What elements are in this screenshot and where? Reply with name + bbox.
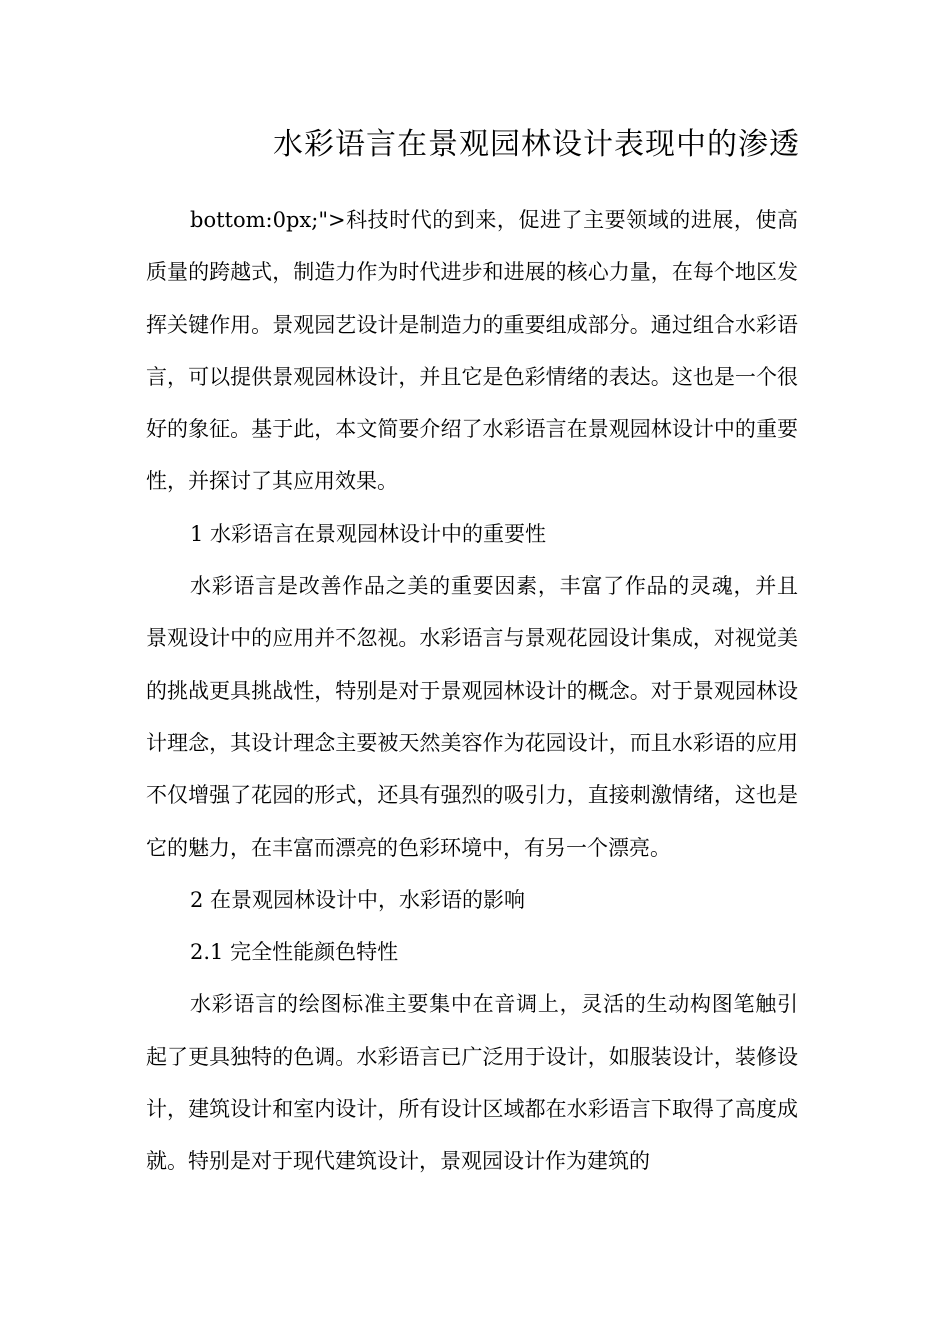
paragraph-section-2-1: 水彩语言的绘图标准主要集中在音调上，灵活的生动构图笔触引起了更具独特的色调。水彩语言已广泛用于设计，如服装设计，装修设计，建筑设计和室内设计，所有设计区域都在水彩语言下取得了高度成就。特别是对于现代建筑设计，景观园设计作为建筑的 [146, 992, 798, 1174]
document-body [146, 194, 798, 1188]
paragraph-section-1: 水彩语言是改善作品之美的重要因素，丰富了作品的灵魂，并且景观设计中的应用并不忽视。水彩语言与景观花园设计集成，对视觉美的挑战更具挑战性，特别是对于景观园林设计的概念。对于景观园林设计理念，其设计理念主要被天然美容作为花园设计，而且水彩语的应用不仅增强了花园的形式，还具有强烈的吸引力，直接刺激情绪，这也是它的魅力，在丰富而漂亮的色彩环境中，有另一个漂亮。 [146, 574, 798, 860]
paragraph-intro: bottom:0px;">科技时代的到来，促进了主要领域的进展，使高质量的跨越式，制造力作为时代进步和进展的核心力量，在每个地区发挥关键作用。景观园艺设计是制造力的重要组成部分。通过组合水彩语言，可以提供景观园林设计，并且它是色彩情绪的表达。这也是一个很好的象征。基于此，本文简要介绍了水彩语言在景观园林设计中的重要性，并探讨了其应用效果。 [146, 208, 798, 494]
section-heading-2: 2 在景观园林设计中，水彩语的影响 [190, 887, 526, 912]
subsection-heading-2-1: 2.1 完全性能颜色特性 [190, 940, 399, 965]
section-heading-1: 1 水彩语言在景观园林设计中的重要性 [190, 521, 547, 546]
document-title: 水彩语言在景观园林设计表现中的渗透 [273, 127, 800, 162]
